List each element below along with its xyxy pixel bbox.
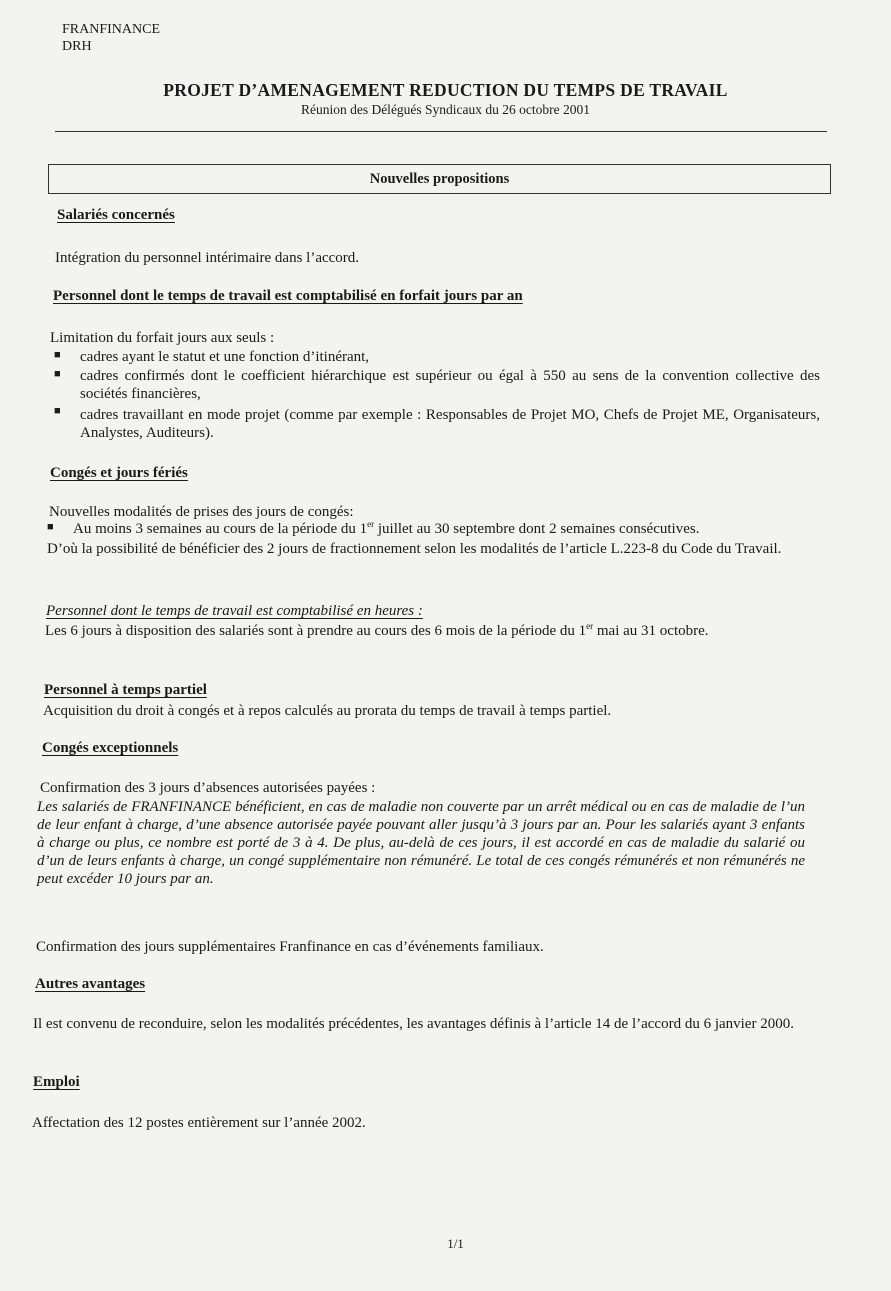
- sub-text-heures: [45, 622, 810, 640]
- sub-heading-heures: Personnel dont le temps de travail est comptabilisé en heures :: [46, 603, 423, 619]
- bullet-icon: ■: [54, 368, 61, 380]
- bullet-icon: ■: [54, 349, 61, 361]
- section-text-conges: D’où la possibilité de bénéficier des 2 jours de fractionnement selon les modalités de l’article L.223-8 du Code du Travail.: [47, 541, 782, 557]
- forfait-bullet-1: cadres ayant le statut et une fonction d’itinérant,: [80, 349, 370, 365]
- conges-bullet-text-end: juillet au 30 septembre dont 2 semaines consécutives.: [374, 521, 700, 537]
- conges-bullet-text: Au moins 3 semaines au cours de la période du 1: [73, 521, 368, 537]
- conges-bullet-superscript: er: [367, 519, 375, 529]
- section-italic-exceptionnels: Les salariés de FRANFINANCE bénéficient, en cas de maladie non couverte par un arrêt médical ou en cas de maladie de l’un de leur enfant à charge, d’une absence autorisée payée pouvant aller jusqu’à 3 jours par an. Pour les salariés ayant 3 enfants à charge ou plus, ce nombre est porté de 3 à 4. De plus, au-delà de ces jours, il est accordé en cas de maladie du salarié ou d’un de leurs enfants à charge, un congé supplémentaire non rémunéré. Le total de ces congés rémunérés et non rémunérés ne peut excéder 10 jours par an.: [37, 799, 805, 887]
- sub-text-heures-superscript: er: [586, 621, 594, 631]
- section-heading-autres: Autres avantages: [35, 976, 146, 992]
- section-text-emploi: Affectation des 12 postes entièrement sur l’année 2002.: [32, 1115, 366, 1131]
- section-intro-forfait: Limitation du forfait jours aux seuls :: [50, 330, 275, 346]
- forfait-bullet-3: cadres travaillant en mode projet (comme par exemple : Responsables de Projet MO, Chefs de Projet ME, Organisateurs, Analystes, Auditeurs).: [80, 407, 820, 441]
- section-text-autres: Il est convenu de reconduire, selon les modalités précédentes, les avantages définis à l’article 14 de l’accord du 6 janvier 2000.: [33, 1016, 794, 1032]
- header-divider: [55, 131, 827, 132]
- sub-text-heures-end: mai au 31 octobre.: [593, 623, 709, 639]
- document-title: PROJET D’AMENAGEMENT REDUCTION DU TEMPS DE TRAVAIL: [163, 80, 728, 100]
- section-heading-salaries: Salariés concernés: [57, 207, 175, 223]
- bullet-icon: ■: [47, 521, 54, 533]
- section-text-salaries: Intégration du personnel intérimaire dans l’accord.: [55, 250, 360, 266]
- section-intro-exceptionnels: Confirmation des 3 jours d’absences autorisées payées :: [40, 780, 376, 796]
- boxed-heading: [48, 164, 831, 194]
- page-number: 1/1: [447, 1236, 464, 1251]
- org-name: FRANFINANCE: [62, 22, 161, 37]
- section-heading-conges: Congés et jours fériés: [50, 465, 188, 481]
- section-text2-exceptionnels: Confirmation des jours supplémentaires Franfinance en cas d’événements familiaux.: [36, 939, 544, 955]
- forfait-bullet-2: cadres confirmés dont le coefficient hiérarchique est supérieur ou égal à 550 au sens de la convention collective des sociétés financières,: [80, 368, 820, 402]
- section-heading-forfait: Personnel dont le temps de travail est comptabilisé en forfait jours par an: [53, 288, 523, 304]
- org-department: DRH: [62, 39, 92, 54]
- sub-text-heures-start: Les 6 jours à disposition des salariés sont à prendre au cours des 6 mois de la période du 1: [45, 623, 587, 639]
- section-heading-partiel: Personnel à temps partiel: [44, 682, 207, 698]
- section-heading-emploi: Emploi: [33, 1074, 80, 1090]
- section-text-partiel: Acquisition du droit à congés et à repos calculés au prorata du temps de travail à temps partiel.: [43, 703, 612, 719]
- section-heading-exceptionnels: Congés exceptionnels: [42, 740, 179, 756]
- boxed-heading-label: Nouvelles propositions: [369, 171, 510, 187]
- conges-bullet: [73, 520, 699, 538]
- document-subtitle: Réunion des Délégués Syndicaux du 26 octobre 2001: [300, 102, 591, 117]
- section-intro-conges: Nouvelles modalités de prises des jours de congés:: [49, 504, 354, 520]
- bullet-icon: ■: [54, 405, 61, 417]
